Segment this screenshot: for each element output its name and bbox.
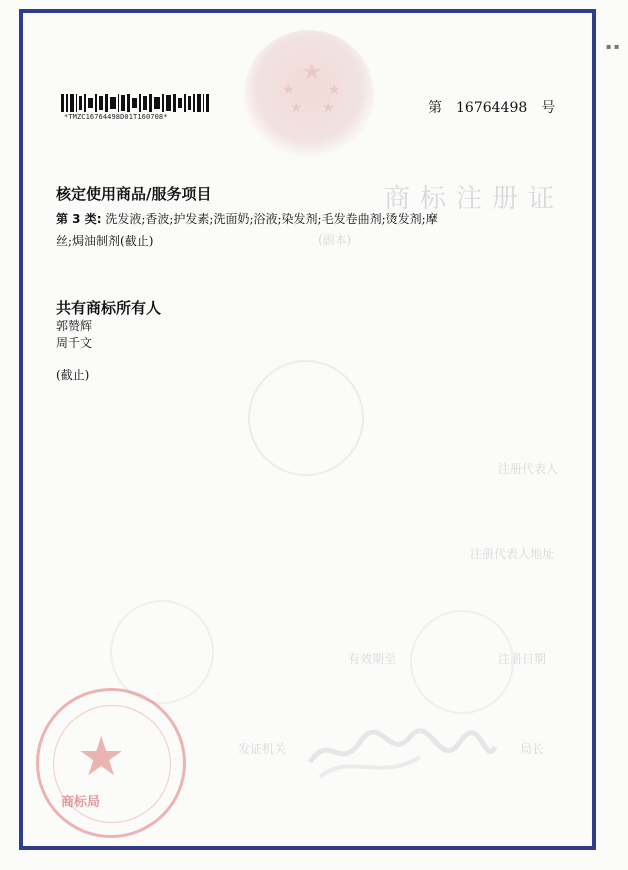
background-label: 注册日期 [498, 652, 547, 666]
faint-signature [300, 712, 500, 792]
registration-number-line [428, 97, 555, 117]
registration-prefix: 第 [428, 100, 442, 116]
registration-suffix: 号 [541, 100, 556, 116]
red-official-seal [36, 688, 186, 838]
seal-text: 商标局 [61, 795, 101, 810]
class-label: 第 3 类: [56, 212, 102, 226]
registration-number: 16764498 [456, 100, 528, 116]
co-owners-list [56, 318, 92, 352]
seal-star-icon: ★ [77, 725, 126, 788]
barcode [61, 94, 209, 112]
barcode-caption: *TMZC16764498D01T160708* [64, 113, 168, 121]
goods-services-heading: 核定使用商品/服务项目 [56, 185, 212, 203]
emblem-star-icon: ★ [290, 100, 303, 116]
edge-scan-mark: ▪ ▪ [606, 42, 620, 51]
background-title: 商标注册证 [384, 184, 565, 214]
goods-text: 洗发液;香波;护发素;洗面奶;浴液;染发剂;毛发卷曲剂;烫发剂;摩 [105, 212, 438, 226]
background-label: 注册代表人地址 [470, 547, 555, 561]
background-label: 有效期至 [348, 652, 397, 666]
owner-name: 周千文 [56, 336, 93, 350]
emblem-star-icon: ★ [328, 82, 341, 98]
background-label: 注册代表人 [498, 462, 559, 476]
end-note: (截止) [56, 368, 90, 382]
emblem-star-icon: ★ [282, 82, 295, 98]
owner-name: 郭赞辉 [56, 319, 93, 333]
goods-line: 丝;焗油制剂(截止) [56, 234, 154, 248]
co-owners-heading: 共有商标所有人 [56, 299, 162, 317]
background-subtitle: (副本) [318, 233, 352, 247]
emblem-star-icon: ★ [302, 60, 322, 85]
background-label: 局长 [520, 742, 545, 756]
emblem-star-icon: ★ [322, 100, 335, 116]
goods-line [56, 208, 566, 230]
background-label: 发证机关 [238, 742, 287, 756]
goods-services-list [56, 208, 566, 252]
